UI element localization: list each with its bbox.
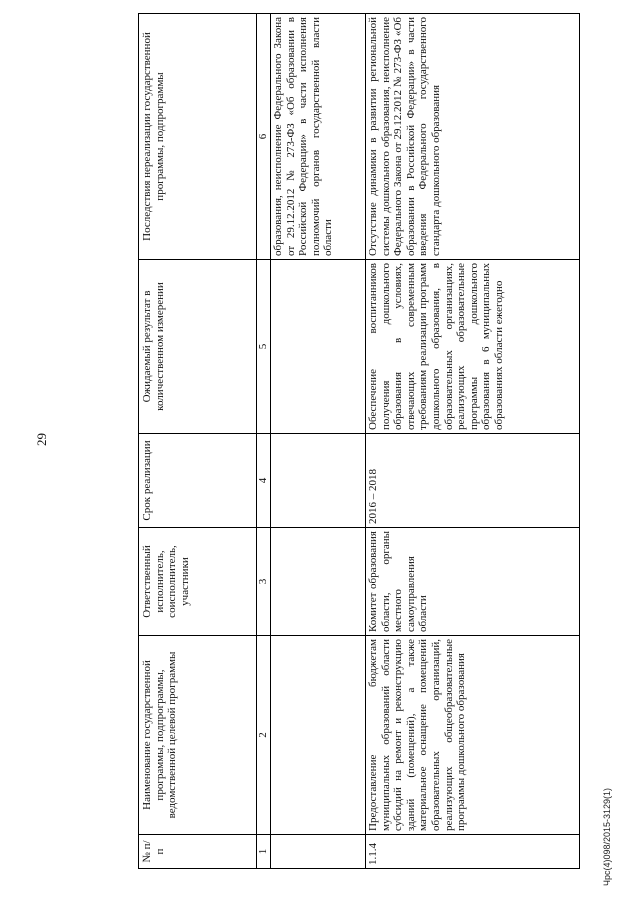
table-row [366, 14, 580, 869]
header-consequences: Последствия нереализации государственной программы, подпрограммы [139, 14, 257, 260]
page-number: 29 [34, 433, 49, 446]
rotated-table-container [138, 14, 580, 869]
header-program-name: Наименование государственной программы, подпрограммы, ведомственной целевой программы [139, 636, 257, 835]
column-number: 2 [257, 636, 271, 835]
table-cell [271, 636, 366, 835]
consequences-cell: Отсутствие динамики в развитии региональной системы дошкольного образования, неисполнение Федерального Закона от 29.12.2012 № 273-ФЗ «Об образовании в Российской Федерации» в части введения Федерального государственного стандарта дошкольного образования [366, 14, 580, 260]
header-period: Срок реализации [139, 434, 257, 528]
table-cell [271, 260, 366, 434]
column-number: 5 [257, 260, 271, 434]
continued-row [271, 14, 366, 869]
table-cell [271, 434, 366, 528]
header-executor: Ответственный исполнитель, соисполнитель, участники [139, 528, 257, 636]
column-number: 1 [257, 835, 271, 869]
table-cell [271, 835, 366, 869]
column-number-row [257, 14, 271, 869]
header-row [139, 14, 257, 869]
program-name-cell: Предоставление бюджетам муниципальных образований области субсидий на ремонт и реконструкцию зданий (помещений), а также материальное оснащение помещений образовательных организаций, реализующих общеобразовательные программы дошкольного образования [366, 636, 580, 835]
result-cell: Обеспечение воспитанников получения дошкольного образования в условиях, отвечающих современным требованиям реализации программ дошкольного образования, в образовательных организациях, реализующих образовательные программы дошкольного образования в 6 муниципальных образованиях области ежегодно [366, 260, 580, 434]
executor-cell: Комитет образования области, органы местного самоуправления области [366, 528, 580, 636]
consequences-cell: образования, неисполнение Федерального Закона от 29.12.2012 № 273-ФЗ «Об образовании в Российской Федерации» в части исполнения полномочий органов государственной власти области [271, 14, 366, 260]
header-number: № п/п [139, 835, 257, 869]
table-cell [271, 528, 366, 636]
column-number: 6 [257, 14, 271, 260]
program-table [138, 13, 580, 869]
column-number: 4 [257, 434, 271, 528]
header-result: Ожидаемый результат в количественном измерении [139, 260, 257, 434]
period-cell: 2016 – 2018 [366, 434, 580, 528]
column-number: 3 [257, 528, 271, 636]
document-stamp: Чрс(4)098/2015-3129(1) [602, 787, 612, 886]
row-number-cell: 1.1.4 [366, 835, 580, 869]
